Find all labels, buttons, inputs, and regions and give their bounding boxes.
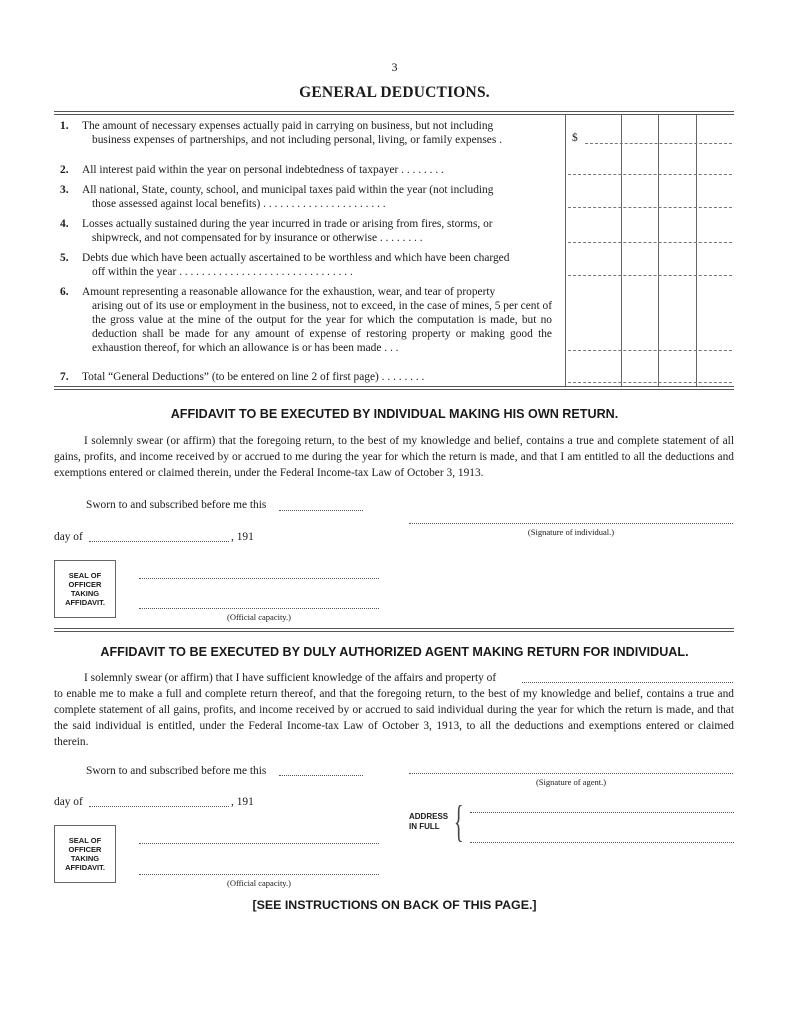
item-text: All interest paid within the year on personal indebtedness of taxpayer . . . . . . . . — [82, 164, 444, 176]
item-text: Total “General Deductions” (to be entered on line 2 of first page) . . . . . . . . — [82, 371, 425, 383]
sworn-day-field[interactable] — [279, 775, 363, 776]
year-prefix: , 191 — [231, 796, 254, 808]
seal-text: SEAL OF — [68, 571, 102, 580]
address-line-2-field[interactable] — [470, 842, 734, 843]
year-prefix: , 191 — [231, 531, 254, 543]
amount-field-1[interactable] — [585, 143, 732, 144]
seal-text: OFFICER — [68, 845, 102, 854]
item-number: 6. — [60, 286, 69, 298]
address-label-line: ADDRESS — [409, 812, 449, 821]
page-number: 3 — [391, 60, 398, 74]
item-text-cont: arising out of its use or employment in the business, not to exceed, in the case of mines, 5 per cent of the gross value at the mine of the output for the year for which the computation is made, but no deduction shall be made for any amount of expense of restoring property or making good the exhaustion thereof, for which an allowance is or has been made . . . — [92, 300, 552, 354]
sworn-label: Sworn to and subscribed before me this — [86, 765, 267, 777]
agent-signature-field[interactable] — [409, 773, 733, 774]
affidavit-individual-body — [54, 433, 734, 481]
amount-field-2[interactable] — [568, 174, 732, 175]
address-line-1-field[interactable] — [470, 812, 734, 813]
item-text: All national, State, county, school, and municipal taxes paid within the year (not including — [82, 184, 494, 196]
table-bottom-rule — [54, 386, 734, 390]
page-title: GENERAL DEDUCTIONS. — [299, 84, 490, 101]
item-text: The amount of necessary expenses actually paid in carrying on business, but not including — [82, 120, 494, 132]
signature-caption: (Signature of individual.) — [527, 527, 615, 537]
address-label — [409, 812, 448, 832]
footer-note: [SEE INSTRUCTIONS ON BACK OF THIS PAGE.] — [252, 898, 537, 912]
seal-text: AFFIDAVIT. — [65, 598, 105, 607]
column-divider — [565, 115, 566, 387]
seal-box — [54, 560, 116, 618]
item-text: Amount representing a reasonable allowance for the exhaustion, wear, and tear of property — [82, 286, 496, 298]
dollar-sign: $ — [572, 132, 578, 144]
affidavit-agent-title: AFFIDAVIT TO BE EXECUTED BY DULY AUTHORIZED AGENT MAKING RETURN FOR INDIVIDUAL. — [100, 645, 689, 659]
officer-name-field[interactable] — [139, 843, 379, 844]
amount-field-3[interactable] — [568, 207, 732, 208]
affidavit-individual-title: AFFIDAVIT TO BE EXECUTED BY INDIVIDUAL MAKING HIS OWN RETURN. — [170, 407, 619, 421]
individual-signature-field[interactable] — [409, 523, 733, 524]
affidavit-agent-body — [54, 670, 734, 686]
principal-name-field[interactable] — [522, 682, 733, 683]
signature-caption: (Signature of agent.) — [535, 777, 607, 787]
brace-icon: { — [454, 797, 464, 846]
seal-box — [54, 825, 116, 883]
section-rule — [54, 628, 734, 632]
day-of-month-field[interactable] — [89, 806, 229, 807]
column-divider — [696, 115, 697, 387]
item-number: 3. — [60, 184, 69, 196]
item-number: 7. — [60, 371, 69, 383]
item-number: 5. — [60, 252, 69, 264]
item-text-cont: shipwreck, and not compensated for by insurance or otherwise . . . . . . . . — [92, 232, 423, 244]
deduction-item-3 — [60, 183, 552, 211]
deduction-item-1 — [60, 119, 552, 147]
affidavit-body-text: I solemnly swear (or affirm) that I have sufficient knowledge of the affairs and property of — [84, 672, 497, 684]
seal-text: TAKING — [70, 589, 100, 598]
amount-field-5[interactable] — [568, 275, 732, 276]
item-text: Losses actually sustained during the year incurred in trade or arising from fires, storms, or — [82, 218, 493, 230]
amount-field-4[interactable] — [568, 242, 732, 243]
affidavit-body-text: I solemnly swear (or affirm) that the foregoing return, to the best of my knowledge and belief, contains a true and complete statement of all gains, profits, and income received by or accrued to me during the year for which the return is made, and that I am entitled to all the deductions and exemptions entered or claimed therein, under the Federal Income-tax Law of October 3, 1913. — [54, 435, 734, 479]
item-text-cont: those assessed against local benefits) . . . . . . . . . . . . . . . . . . . . . . — [92, 198, 386, 210]
affidavit-agent-body-cont: to enable me to make a full and complete return thereof, and that the foregoing return, to the best of my knowledge and belief, contains a true and complete statement of all gains, profits, and income received by or accrued to said individual during the year for which the return is made, and that the said individual is entitled, under the Federal Income-tax Law of October 3, 1913, to all the deductions and exemptions entered or claimed therein. — [54, 688, 734, 748]
item-number: 1. — [60, 120, 69, 132]
officer-name-field[interactable] — [139, 578, 379, 579]
deduction-item-2 — [60, 163, 552, 177]
amount-field-6[interactable] — [568, 350, 732, 351]
seal-text: SEAL OF — [68, 836, 102, 845]
seal-text: AFFIDAVIT. — [65, 863, 105, 872]
seal-text: OFFICER — [68, 580, 102, 589]
column-divider — [658, 115, 659, 387]
sworn-label: Sworn to and subscribed before me this — [86, 499, 267, 511]
item-text-cont: business expenses of partnerships, and not including personal, living, or family expenses . — [92, 134, 502, 146]
table-top-rule — [54, 111, 734, 115]
seal-text: TAKING — [70, 854, 100, 863]
deduction-item-7-total — [60, 370, 552, 384]
deduction-item-6 — [60, 285, 552, 355]
column-divider — [621, 115, 622, 387]
official-capacity-field[interactable] — [139, 608, 379, 609]
item-text: Debts due which have been actually ascertained to be worthless and which have been charged — [82, 252, 510, 264]
official-capacity-caption: (Official capacity.) — [227, 878, 291, 888]
amount-field-7-total[interactable] — [568, 382, 732, 383]
item-text-cont: off within the year . . . . . . . . . . . . . . . . . . . . . . . . . . . . . . . — [92, 266, 353, 278]
sworn-day-field[interactable] — [279, 510, 363, 511]
item-number: 4. — [60, 218, 69, 230]
day-of-month-field[interactable] — [89, 541, 229, 542]
official-capacity-caption: (Official capacity.) — [227, 612, 291, 622]
deduction-item-5 — [60, 251, 552, 279]
official-capacity-field[interactable] — [139, 874, 379, 875]
day-of-label: day of — [54, 796, 83, 808]
day-of-label: day of — [54, 531, 83, 543]
address-label-line: IN FULL — [409, 822, 440, 831]
item-number: 2. — [60, 164, 69, 176]
deduction-item-4 — [60, 217, 552, 245]
